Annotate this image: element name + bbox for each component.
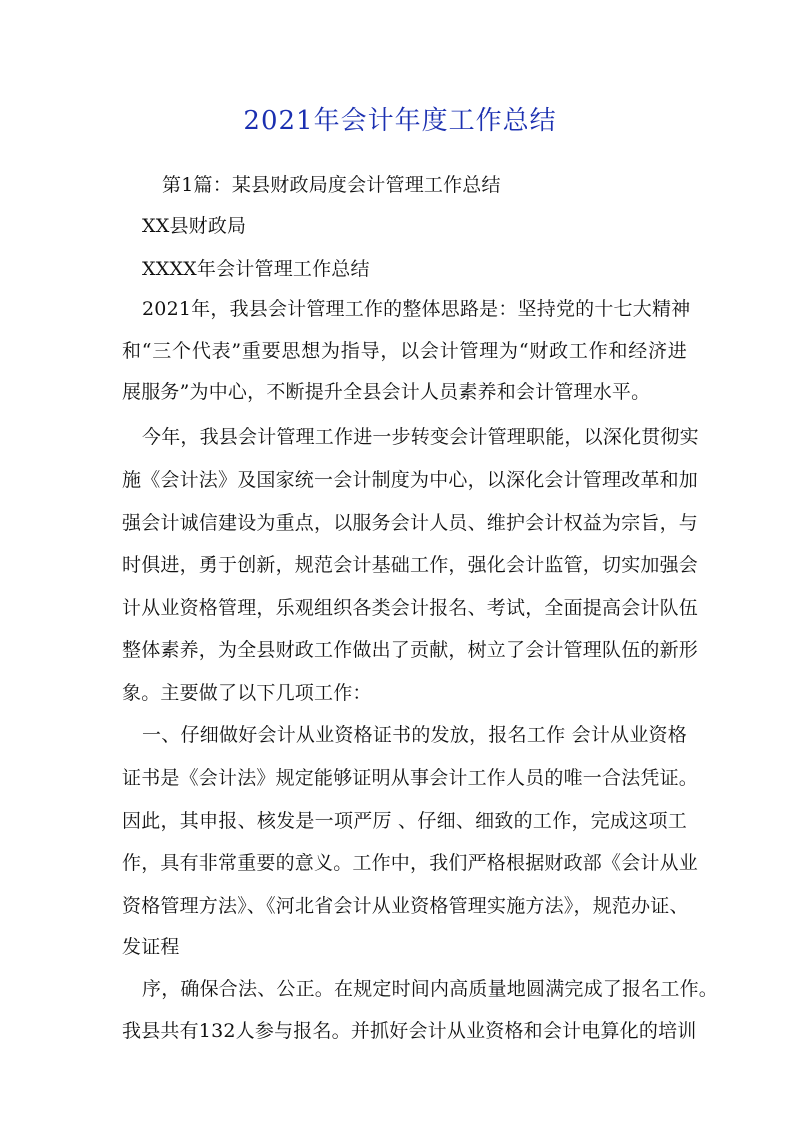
paragraph-2-line-1: 今年，我县会计管理工作进一步转变会计管理职能，以深化贯彻实: [142, 426, 699, 448]
paragraph-3-line-5: 资格管理方法》、《河北省会计从业资格管理实施方法》，规范办证、: [122, 895, 689, 917]
paragraph-2-line-7: 象。主要做了以下几项工作：: [122, 682, 372, 704]
paragraph-3-line-6: 发证程: [122, 936, 180, 958]
document-title: 2021年会计年度工作总结: [243, 106, 557, 136]
paragraph-2-line-6: 整体素养，为全县财政工作做出了贡献，树立了会计管理队伍的新形: [122, 639, 699, 661]
paragraph-2-line-4: 时俱进，勇于创新，规范会计基础工作，强化会计监管，切实加强会: [122, 554, 699, 576]
paragraph-2-line-2: 施《会计法》及国家统一会计制度为中心，以深化会计管理改革和加: [122, 469, 699, 491]
paragraph-3-line-2: 证书是《会计法》规定能够证明从事会计工作人员的唯一合法凭证。: [122, 767, 699, 789]
paragraph-4-line-2: 我县共有132人参与报名。并抓好会计从业资格和会计电算化的培训: [122, 1020, 697, 1042]
paragraph-1-line-3: 展服务”为中心，不断提升全县会计人员素养和会计管理水平。: [122, 381, 651, 403]
paragraph-2-line-5: 计从业资格管理，乐观组织各类会计报名、考试，全面提高会计队伍: [122, 597, 699, 619]
organization-name: XX县财政局: [142, 215, 247, 237]
report-title: XXXX年会计管理工作总结: [142, 258, 370, 280]
paragraph-1-line-2: 和“三个代表”重要思想为指导，以会计管理为“财政工作和经济进: [122, 340, 687, 362]
paragraph-4-line-1: 序，确保合法、公正。在规定时间内高质量地圆满完成了报名工作。: [142, 978, 719, 1000]
paragraph-3-line-1: 一、仔细做好会计从业资格证书的发放，报名工作 会计从业资格: [142, 724, 687, 746]
paragraph-3-line-3: 因此，其申报、核发是一项严厉 、仔细、细致的工作，完成这项工: [122, 810, 687, 832]
paragraph-2-line-3: 强会计诚信建设为重点，以服务会计人员、维护会计权益为宗旨，与: [122, 512, 699, 534]
paragraph-1-line-1: 2021年，我县会计管理工作的整体思路是：坚持党的十七大精神: [142, 298, 691, 320]
paragraph-3-line-4: 作，具有非常重要的意义。工作中，我们严格根据财政部《会计从业: [122, 852, 699, 874]
subheading: 第1篇：某县财政局度会计管理工作总结: [162, 174, 501, 196]
